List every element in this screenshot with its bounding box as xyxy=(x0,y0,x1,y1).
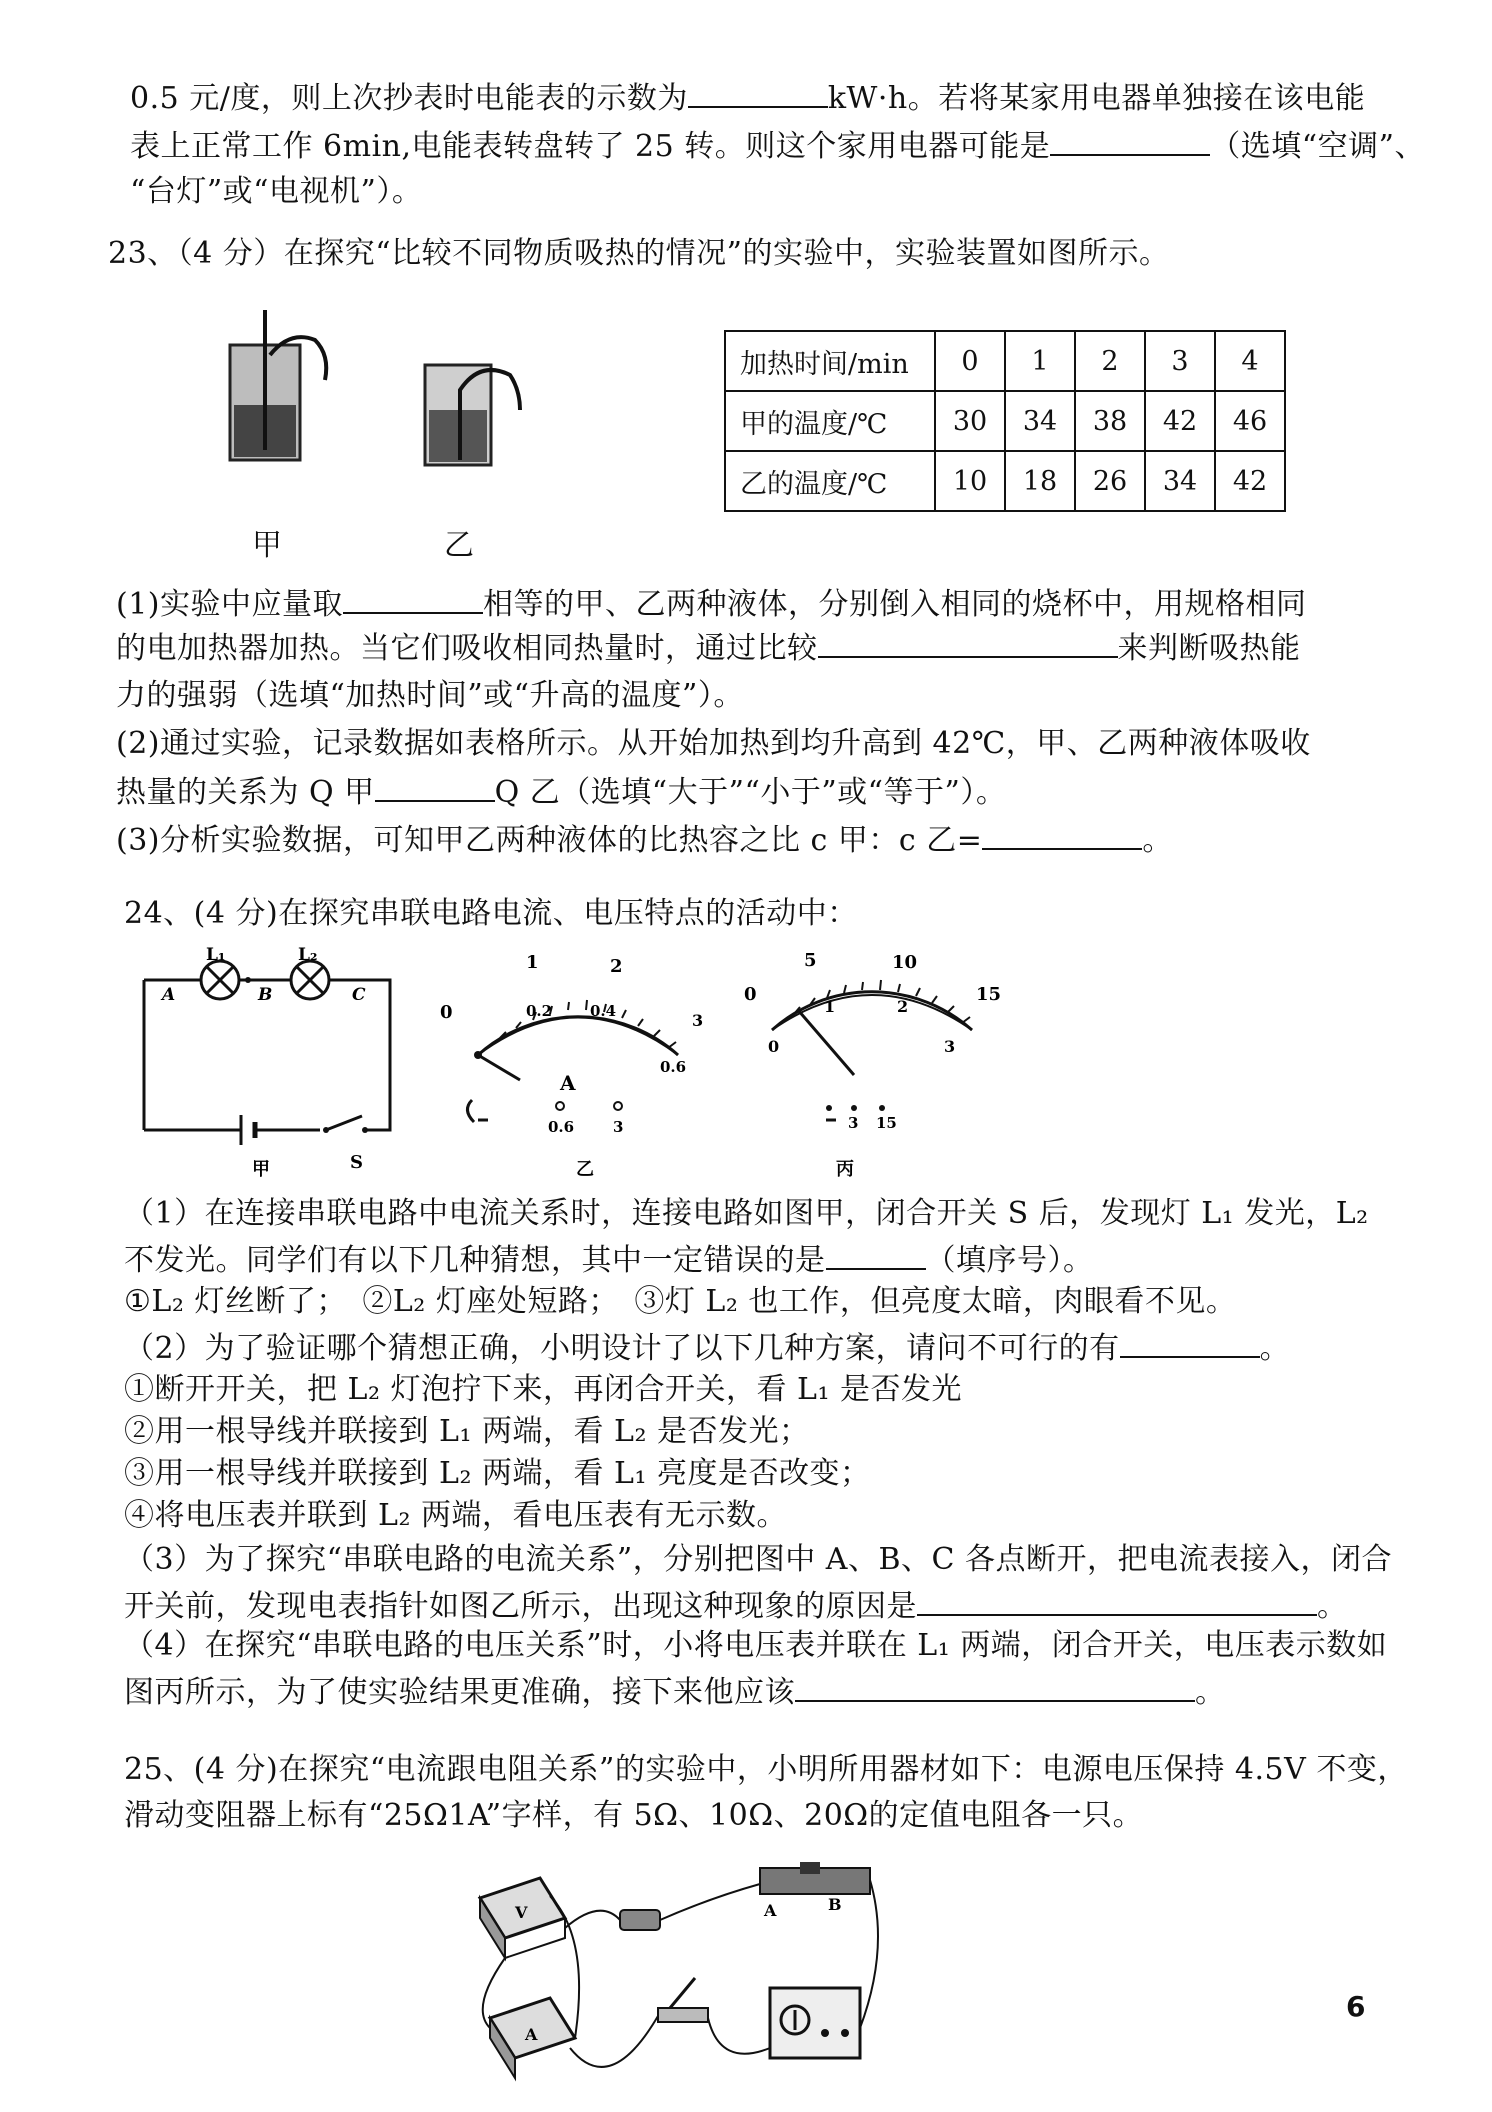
dial-label: 5 xyxy=(804,950,817,971)
lamp-l1-icon xyxy=(201,961,239,999)
text: （填序号）。 xyxy=(925,1243,1094,1278)
label-l1: L₁ xyxy=(206,945,226,965)
circuit-diagram xyxy=(140,945,430,1180)
power-supply-icon xyxy=(770,1988,860,2058)
answer-blank[interactable] xyxy=(1050,126,1210,156)
voltmeter-needle xyxy=(798,1010,854,1075)
page-number: 6 xyxy=(1346,1990,1366,2023)
answer-blank[interactable] xyxy=(375,772,495,802)
text: 相等的甲、乙两种液体，分别倒入相同的烧杯中，用规格相同 xyxy=(483,587,1307,622)
text-line: （1）在连接串联电路中电流关系时，连接电路如图甲，闭合开关 S 后，发现灯 L₁ 发光，L₂ xyxy=(124,1196,1369,1231)
answer-blank[interactable] xyxy=(826,1240,926,1270)
dial-label: 1 xyxy=(824,997,836,1016)
dial-label: 15 xyxy=(976,984,1002,1005)
table-cell: 3 xyxy=(1145,331,1215,391)
caption-yi: 乙 xyxy=(576,1159,594,1180)
text-line: ③用一根导线并联接到 L₂ 两端，看 L₁ 亮度是否改变； xyxy=(124,1456,871,1491)
dial-label: 0 xyxy=(744,984,757,1005)
terminal-label: 3 xyxy=(848,1114,859,1132)
text: 。 xyxy=(1259,1331,1291,1366)
rheostat-terminal-label: A xyxy=(764,1901,777,1920)
dial-label: 10 xyxy=(892,952,918,973)
text-line xyxy=(116,820,1173,859)
dial-label: 3 xyxy=(944,1037,956,1056)
figure-caption-jia: 甲 xyxy=(252,528,282,563)
table-cell: 0 xyxy=(935,331,1005,391)
figure-caption-yi: 乙 xyxy=(444,528,474,563)
voltmeter-dial xyxy=(732,950,1012,1180)
dial-label: 1 xyxy=(526,952,539,973)
text-line xyxy=(130,126,1425,165)
dial-label: 0 xyxy=(440,1002,453,1023)
lamp-l2-icon xyxy=(291,961,329,999)
terminal-label: 3 xyxy=(613,1118,624,1136)
text: (3)分析实验数据，可知甲乙两种液体的比热容之比 c 甲：c 乙= xyxy=(116,823,983,858)
text: Q 乙（选填“大于”“小于”或“等于”）。 xyxy=(494,775,1007,810)
rheostat-icon xyxy=(760,1862,870,1920)
caption-jia: 甲 xyxy=(252,1159,270,1180)
text: 图丙所示，为了使实验结果更准确，接下来他应该 xyxy=(124,1675,795,1710)
meter-label: A xyxy=(525,2025,538,2044)
text-line: ④将电压表并联到 L₂ 两端，看电压表有无示数。 xyxy=(124,1498,788,1533)
question-24-title: 24、(4 分)在探究串联电路电流、电压特点的活动中： xyxy=(124,896,858,931)
label-l2: L₂ xyxy=(298,945,318,965)
answer-blank[interactable] xyxy=(1120,1328,1260,1358)
dial-unit: A xyxy=(560,1071,576,1095)
ammeter-icon xyxy=(490,1998,575,2078)
table-cell: 加热时间/min xyxy=(725,331,935,391)
table-cell: 2 xyxy=(1075,331,1145,391)
beakers-figure xyxy=(220,300,620,500)
table-row xyxy=(725,451,1285,511)
text: 表上正常工作 6min,电能表转盘转了 25 转。则这个家用电器可能是 xyxy=(130,129,1051,164)
voltmeter-icon xyxy=(480,1878,565,1958)
dial-label: 2 xyxy=(610,956,623,977)
text: （选填“空调”、 xyxy=(1210,129,1425,164)
text: 。 xyxy=(1142,823,1173,858)
text-line: (2)通过实验，记录数据如表格所示。从开始加热到均升高到 42℃，甲、乙两种液体吸收 xyxy=(116,726,1311,761)
dial-label: 0.4 xyxy=(590,1002,617,1020)
answer-blank[interactable] xyxy=(818,628,1118,658)
text-line: ①L₂ 灯丝断了； ②L₂ 灯座处短路； ③灯 L₂ 也工作，但亮度太暗，肉眼看不见。 xyxy=(124,1284,1237,1319)
apparatus-figure xyxy=(470,1858,890,2098)
text-line: ①断开开关，把 L₂ 灯泡拧下来，再闭合开关，看 L₁ 是否发光 xyxy=(124,1372,963,1407)
table-cell: 10 xyxy=(935,451,1005,511)
table-cell: 18 xyxy=(1005,451,1075,511)
terminal-label: 15 xyxy=(876,1114,897,1132)
answer-blank[interactable] xyxy=(795,1672,1195,1702)
battery-icon xyxy=(241,1115,255,1145)
rheostat-terminal-label: B xyxy=(828,1895,842,1914)
meter-label: V xyxy=(515,1903,528,1922)
answer-blank[interactable] xyxy=(688,78,828,108)
table-cell: 30 xyxy=(935,391,1005,451)
switch-icon xyxy=(323,1116,368,1133)
table-cell: 42 xyxy=(1215,451,1285,511)
text-line xyxy=(124,1672,1226,1711)
ammeter-dial xyxy=(438,950,718,1180)
switch-icon xyxy=(658,1978,708,2022)
text: （2）为了验证哪个猜想正确，小明设计了以下几种方案，请问不可行的有 xyxy=(124,1331,1120,1366)
text-line xyxy=(116,772,1006,811)
table-cell: 46 xyxy=(1215,391,1285,451)
table-cell: 34 xyxy=(1145,451,1215,511)
text: 。 xyxy=(1317,1589,1348,1624)
text-line xyxy=(130,78,1365,117)
text: 热量的关系为 Q 甲 xyxy=(116,775,375,810)
dial-label: 2 xyxy=(897,997,909,1016)
text: 来判断吸热能 xyxy=(1117,631,1301,666)
dial-label: 3 xyxy=(692,1011,704,1030)
table-cell: 38 xyxy=(1075,391,1145,451)
resistor-icon xyxy=(620,1910,660,1930)
caption-bing: 丙 xyxy=(836,1159,854,1180)
question-25-title: 25、(4 分)在探究“电流跟电阻关系”的实验中，小明所用器材如下：电源电压保持 4.5V 不变， xyxy=(124,1752,1408,1787)
text-line: “台灯”或“电视机”）。 xyxy=(130,174,423,209)
beaker-jia xyxy=(230,310,326,460)
table-cell: 34 xyxy=(1005,391,1075,451)
terminal-label: 0.6 xyxy=(548,1118,575,1136)
table-cell: 1 xyxy=(1005,331,1075,391)
text: 。 xyxy=(1195,1675,1226,1710)
label-s: S xyxy=(350,1152,363,1173)
text-line: 滑动变阻器上标有“25Ω1A”字样，有 5Ω、10Ω、20Ω的定值电阻各一只。 xyxy=(124,1798,1144,1833)
text: 不发光。同学们有以下几种猜想，其中一定错误的是 xyxy=(124,1243,826,1278)
label-a: A xyxy=(162,985,176,1005)
text-line xyxy=(124,1328,1290,1367)
answer-blank[interactable] xyxy=(343,584,483,614)
dial-label: 0.6 xyxy=(660,1058,687,1076)
question-23-title: 23、（4 分）在探究“比较不同物质吸热的情况”的实验中，实验装置如图所示。 xyxy=(108,236,1170,271)
table-row xyxy=(725,391,1285,451)
text-line: （4）在探究“串联电路的电压关系”时，小将电压表并联在 L₁ 两端，闭合开关，电压表示数如 xyxy=(124,1628,1388,1663)
data-table xyxy=(724,330,1286,512)
text: 开关前，发现电表指针如图乙所示，出现这种现象的原因是 xyxy=(124,1589,917,1624)
text-line xyxy=(124,1240,1094,1279)
ammeter-needle xyxy=(478,1055,520,1080)
answer-blank[interactable] xyxy=(917,1586,1317,1616)
text-line xyxy=(116,584,1307,623)
table-cell: 乙的温度/℃ xyxy=(725,451,935,511)
text-line: （3）为了探究“串联电路的电流关系”，分别把图中 A、B、C 各点断开，把电流表接入，闭合 xyxy=(124,1542,1392,1577)
table-cell: 4 xyxy=(1215,331,1285,391)
text-line: ②用一根导线并联接到 L₁ 两端，看 L₂ 是否发光； xyxy=(124,1414,810,1449)
text-line: 力的强弱（选填“加热时间”或“升高的温度”）。 xyxy=(116,678,744,713)
label-b: B xyxy=(258,985,273,1005)
text-line xyxy=(124,1586,1348,1625)
text-line xyxy=(116,628,1301,667)
text: (1)实验中应量取 xyxy=(116,587,343,622)
dial-label: 0 xyxy=(768,1037,780,1056)
answer-blank[interactable] xyxy=(982,820,1142,850)
text: 的电加热器加热。当它们吸收相同热量时，通过比较 xyxy=(116,631,818,666)
text: 0.5 元/度，则上次抄表时电能表的示数为 xyxy=(130,81,688,116)
beaker-yi xyxy=(425,365,520,465)
table-cell: 26 xyxy=(1075,451,1145,511)
table-cell: 甲的温度/℃ xyxy=(725,391,935,451)
table-row xyxy=(725,331,1285,391)
text: kW·h。若将某家用电器单独接在该电能 xyxy=(827,81,1366,116)
dial-label: 0.2 xyxy=(526,1002,553,1020)
table-cell: 42 xyxy=(1145,391,1215,451)
label-c: C xyxy=(352,985,366,1005)
